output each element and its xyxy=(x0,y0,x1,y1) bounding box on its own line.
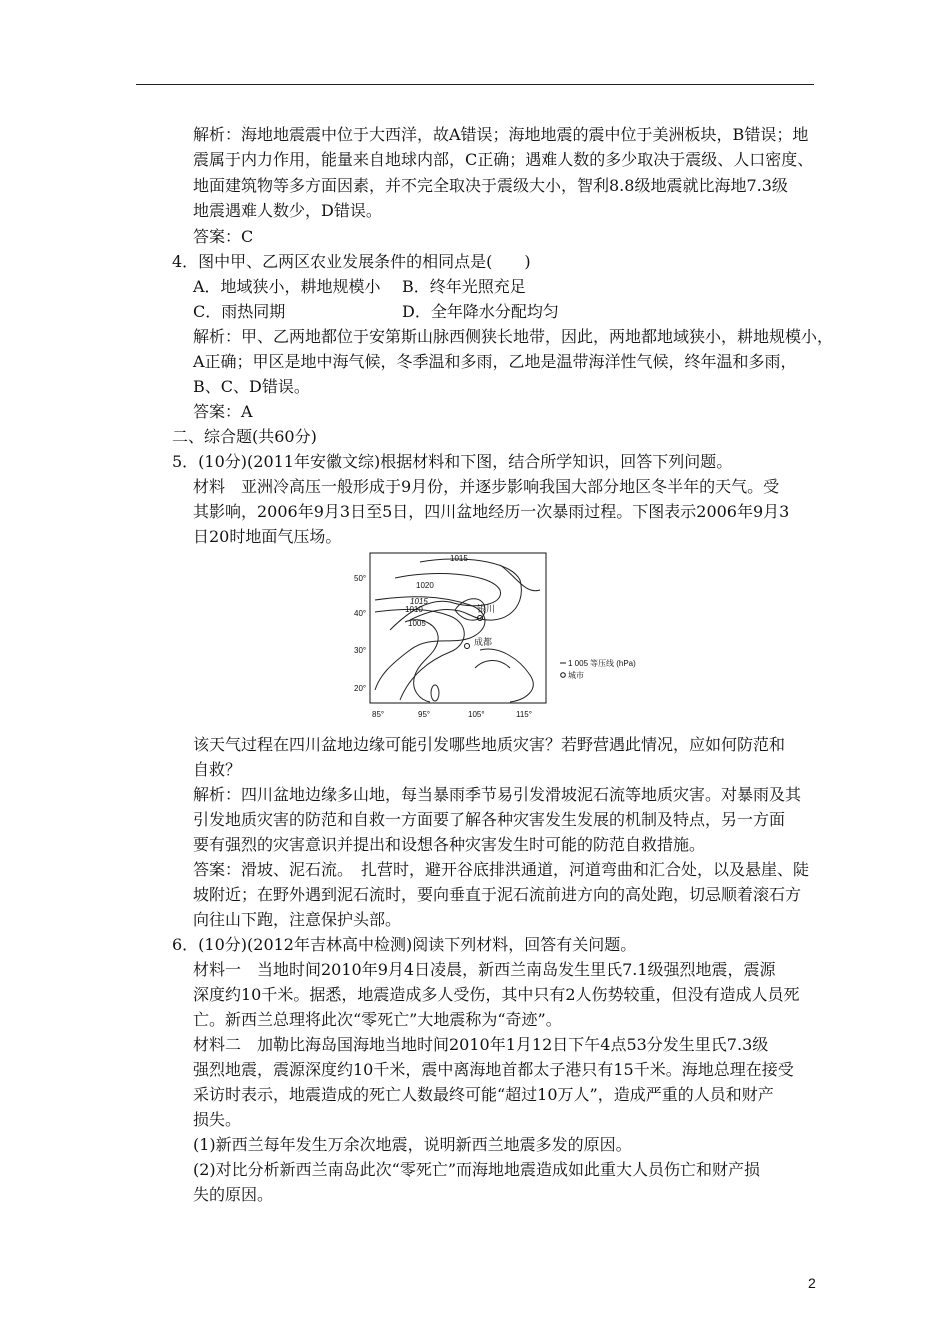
q3-analysis-line: 解析：海地地震震中位于大西洋，故A错误；海地地震的震中位于美洲板块，B错误；地 xyxy=(193,125,809,144)
header-rule xyxy=(136,84,814,85)
q5-answer-line: 向往山下跑，注意保护头部。 xyxy=(193,910,402,929)
lon-label: 115° xyxy=(516,710,532,719)
q5-analysis-line: 引发地质灾害的防范和自救一方面要了解各种灾害发生发展的机制及特点，另一方面 xyxy=(193,810,786,829)
city-label-chengdu: 成都 xyxy=(474,637,493,647)
q6-material2-line: 采访时表示，地震造成的死亡人数最终可能“超过10万人”，造成严重的人员和财产 xyxy=(193,1085,774,1104)
q5-answer-line: 坡附近；在野外遇到泥石流时，要向垂直于泥石流前进方向的高处跑，切忌顺着滚石方 xyxy=(193,885,802,904)
q5-stem: 5．(10分)(2011年安徽文综)根据材料和下图，结合所学知识，回答下列问题。 xyxy=(172,452,733,471)
pressure-map-figure xyxy=(350,550,650,725)
q4-answer: 答案：A xyxy=(193,402,253,421)
q3-analysis-line: 地震遇难人数少，D错误。 xyxy=(193,201,382,220)
q6-material2-line: 材料二 加勒比海岛国海地当地时间2010年1月12日下午4点53分发生里氏7.3级 xyxy=(193,1035,769,1054)
q6-subquestion-2-line: (2)对比分析新西兰南岛此次“零死亡”而海地地震造成如此重大人员伤亡和财产损 xyxy=(193,1160,761,1179)
q3-answer: 答案：C xyxy=(193,227,254,246)
q5-answer-line: 答案：滑坡、泥石流。 扎营时，避开谷底排洪通道，河道弯曲和汇合处，以及悬崖、陡 xyxy=(193,860,810,879)
legend-isobar-text: 等压线 (hPa) xyxy=(590,659,636,668)
lat-label: 20° xyxy=(354,684,367,693)
isobar-label: 1015 xyxy=(410,597,428,606)
q3-analysis-line: 震属于内力作用，能量来自地球内部，C正确；遇难人数的多少取决于震级、人口密度、 xyxy=(193,150,814,169)
q4-option-a: A．地域狭小，耕地规模小 xyxy=(193,277,381,296)
lon-label: 105° xyxy=(468,710,485,719)
q4-analysis-line: A正确；甲区是地中海气候，冬季温和多雨，乙地是温带海洋性气候，终年温和多雨， xyxy=(193,352,797,371)
q3-analysis-line: 地面建筑物等多方面因素，并不完全取决于震级大小，智利8.8级地震就比海地7.3级 xyxy=(193,176,788,195)
legend-city-icon xyxy=(561,673,566,678)
q4-option-c: C．雨热同期 xyxy=(193,302,286,321)
lat-label: 40° xyxy=(354,609,367,618)
lat-label: 50° xyxy=(354,574,367,583)
q6-stem: 6．(10分)(2012年吉林高中检测)阅读下列材料，回答有关问题。 xyxy=(172,935,637,954)
q4-analysis-line: B、C、D错误。 xyxy=(193,377,310,396)
legend-isobar-value: 1 005 xyxy=(568,659,589,668)
isobar-label: 1010 xyxy=(405,605,423,614)
q6-material1-line: 亡。新西兰总理将此次“零死亡”大地震称为“奇迹”。 xyxy=(193,1010,562,1029)
q5-material-line: 材料 亚洲冷高压一般形成于9月份，并逐步影响我国大部分地区冬半年的天气。受 xyxy=(193,477,780,496)
q6-material2-line: 损失。 xyxy=(193,1110,242,1129)
isobar-label: 1020 xyxy=(416,581,434,590)
section-heading: 二、综合题(共60分) xyxy=(172,427,317,446)
city-marker xyxy=(465,644,470,649)
q5-analysis-line: 要有强烈的灾害意识并提出和设想各种灾害发生时可能的防范自救措施。 xyxy=(193,835,706,854)
page-number: 2 xyxy=(808,1275,816,1291)
q4-option-d: D．全年降水分配均匀 xyxy=(402,302,559,321)
city-label-yinchuan: 银川 xyxy=(477,604,496,614)
q5-question-line: 该天气过程在四川盆地边缘可能引发哪些地质灾害？若野营遇此情况，应如何防范和 xyxy=(193,735,786,754)
lon-label: 95° xyxy=(418,710,431,719)
q6-material1-line: 深度约10千米。据悉，地震造成多人受伤，其中只有2人伤势较重，但没有造成人员死 xyxy=(193,985,800,1004)
legend-city-text: 城市 xyxy=(568,671,584,680)
q6-material2-line: 强烈地震，震源深度约10千米，震中离海地首都太子港只有15千米。海地总理在接受 xyxy=(193,1060,794,1079)
q4-analysis-line: 解析：甲、乙两地都位于安第斯山脉西侧狭长地带，因此，两地都地域狭小，耕地规模小， xyxy=(193,327,834,346)
q4-stem: 4．图中甲、乙两区农业发展条件的相同点是( ) xyxy=(172,252,531,271)
q4-option-b: B．终年光照充足 xyxy=(402,277,526,296)
q5-material-line: 其影响，2006年9月3日至5日，四川盆地经历一次暴雨过程。下图表示2006年9月3 xyxy=(193,502,790,521)
q6-subquestion-1: (1)新西兰每年发生万余次地震，说明新西兰地震多发的原因。 xyxy=(193,1135,632,1154)
q5-question-line: 自救？ xyxy=(193,760,242,779)
lon-label: 85° xyxy=(372,710,385,719)
q5-material-line: 日20时地面气压场。 xyxy=(193,527,342,546)
q6-subquestion-2-line: 失的原因。 xyxy=(193,1185,274,1204)
lat-label: 30° xyxy=(354,646,367,655)
isobar-label: 1015 xyxy=(450,554,468,563)
q5-analysis-line: 解析：四川盆地边缘多山地，每当暴雨季节易引发滑坡泥石流等地质灾害。对暴雨及其 xyxy=(193,785,802,804)
q6-material1-line: 材料一 当地时间2010年9月4日凌晨，新西兰南岛发生里氏7.1级强烈地震，震源 xyxy=(193,960,776,979)
isobar-label: 1005 xyxy=(408,619,426,628)
